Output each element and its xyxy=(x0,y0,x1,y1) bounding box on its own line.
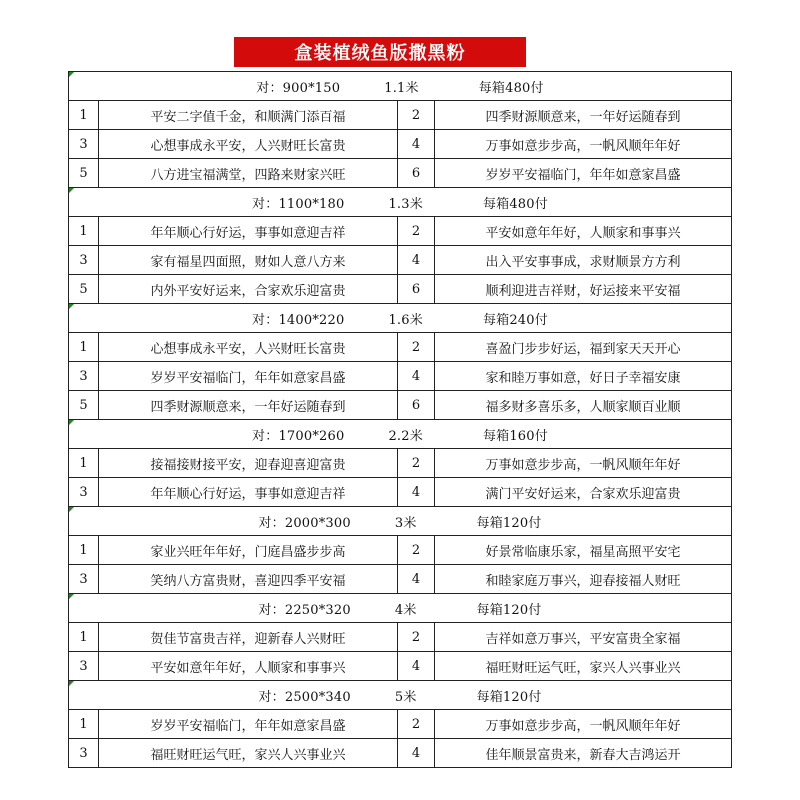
section-header-row xyxy=(69,681,732,710)
section-size: 对：1100*180 xyxy=(252,196,345,212)
couplet-text-right: 万事如意步步高，一帆风顺年年好 xyxy=(435,130,732,159)
section-header-row xyxy=(69,72,732,101)
section-header xyxy=(69,594,732,623)
table-row xyxy=(69,565,732,594)
item-number-right: 2 xyxy=(398,449,435,478)
table-row xyxy=(69,623,732,652)
couplet-text-right: 福多财多喜乐多，人顺家顺百业顺 xyxy=(435,391,732,420)
section-size: 对：900*150 xyxy=(256,80,341,96)
section-size: 对：2500*340 xyxy=(258,689,351,705)
section-length: 5米 xyxy=(394,689,417,705)
couplet-text-left: 家有福星四面照，财如人意八方来 xyxy=(99,246,398,275)
couplet-text-right: 满门平安好运来，合家欢乐迎富贵 xyxy=(435,478,732,507)
item-number-right: 4 xyxy=(398,565,435,594)
cell-marker-icon xyxy=(69,420,74,425)
couplet-text-left: 贺佳节富贵吉祥，迎新春人兴财旺 xyxy=(99,623,398,652)
item-number-right: 4 xyxy=(398,130,435,159)
item-number-right: 6 xyxy=(398,391,435,420)
item-number-left: 5 xyxy=(69,391,99,420)
item-number-right: 4 xyxy=(398,362,435,391)
item-number-right: 2 xyxy=(398,536,435,565)
item-number-left: 3 xyxy=(69,130,99,159)
item-number-right: 6 xyxy=(398,159,435,188)
item-number-right: 4 xyxy=(398,652,435,681)
couplet-text-right: 万事如意步步高，一帆风顺年年好 xyxy=(435,710,732,739)
item-number-left: 3 xyxy=(69,478,99,507)
section-header xyxy=(69,507,732,536)
couplet-text-right: 岁岁平安福临门，年年如意家昌盛 xyxy=(435,159,732,188)
couplet-text-left: 年年顺心行好运，事事如意迎吉祥 xyxy=(99,217,398,246)
item-number-left: 1 xyxy=(69,623,99,652)
cell-marker-icon xyxy=(69,681,74,686)
couplet-text-right: 好景常临康乐家，福星高照平安宅 xyxy=(435,536,732,565)
couplet-text-left: 年年顺心行好运，事事如意迎吉祥 xyxy=(99,478,398,507)
item-number-left: 1 xyxy=(69,449,99,478)
table-row xyxy=(69,478,732,507)
couplet-catalog-table xyxy=(68,71,732,768)
couplet-text-left: 家业兴旺年年好，门庭昌盛步步高 xyxy=(99,536,398,565)
section-length: 1.6米 xyxy=(388,312,423,328)
couplet-text-right: 平安如意年年好，人顺家和事事兴 xyxy=(435,217,732,246)
table-row xyxy=(69,275,732,304)
table-row xyxy=(69,536,732,565)
item-number-left: 1 xyxy=(69,536,99,565)
section-box-qty: 每箱480付 xyxy=(482,196,548,212)
section-header-row xyxy=(69,594,732,623)
cell-marker-icon xyxy=(69,507,74,512)
section-header xyxy=(69,188,732,217)
couplet-text-right: 福旺财旺运气旺，家兴人兴事业兴 xyxy=(435,652,732,681)
catalog-body xyxy=(69,72,732,768)
section-header-row xyxy=(69,507,732,536)
section-size: 对：1700*260 xyxy=(252,428,345,444)
table-row xyxy=(69,101,732,130)
item-number-right: 2 xyxy=(398,101,435,130)
couplet-text-left: 心想事成永平安，人兴财旺长富贵 xyxy=(99,130,398,159)
item-number-left: 1 xyxy=(69,710,99,739)
item-number-right: 2 xyxy=(398,333,435,362)
section-length: 2.2米 xyxy=(388,428,423,444)
item-number-right: 6 xyxy=(398,275,435,304)
cell-marker-icon xyxy=(69,304,74,309)
section-box-qty: 每箱160付 xyxy=(482,428,548,444)
item-number-right: 4 xyxy=(398,478,435,507)
couplet-text-right: 出入平安事事成，求财顺景方方利 xyxy=(435,246,732,275)
section-header-row xyxy=(69,420,732,449)
table-row xyxy=(69,333,732,362)
couplet-text-right: 喜盈门步步好运，福到家天天开心 xyxy=(435,333,732,362)
section-length: 1.1米 xyxy=(384,80,419,96)
table-row xyxy=(69,159,732,188)
table-row xyxy=(69,739,732,768)
table-row xyxy=(69,710,732,739)
section-header xyxy=(69,72,732,101)
item-number-left: 5 xyxy=(69,275,99,304)
section-box-qty: 每箱120付 xyxy=(476,602,542,618)
section-size: 对：1400*220 xyxy=(252,312,345,328)
cell-marker-icon xyxy=(69,594,74,599)
section-length: 4米 xyxy=(394,602,417,618)
section-length: 3米 xyxy=(394,515,417,531)
cell-marker-icon xyxy=(69,72,74,77)
couplet-text-right: 家和睦万事如意，好日子幸福安康 xyxy=(435,362,732,391)
item-number-left: 5 xyxy=(69,159,99,188)
table-row xyxy=(69,449,732,478)
table-row xyxy=(69,362,732,391)
item-number-right: 2 xyxy=(398,710,435,739)
table-row xyxy=(69,217,732,246)
couplet-text-left: 平安如意年年好，人顺家和事事兴 xyxy=(99,652,398,681)
catalog-title: 盒装植绒鱼版撒黑粉 xyxy=(234,37,526,67)
couplet-text-right: 顺利迎进吉祥财，好运接来平安福 xyxy=(435,275,732,304)
couplet-text-left: 福旺财旺运气旺，家兴人兴事业兴 xyxy=(99,739,398,768)
section-header xyxy=(69,420,732,449)
section-header-row xyxy=(69,304,732,333)
item-number-left: 1 xyxy=(69,217,99,246)
couplet-text-right: 四季财源顺意来，一年好运随春到 xyxy=(435,101,732,130)
item-number-left: 3 xyxy=(69,565,99,594)
table-row xyxy=(69,652,732,681)
section-box-qty: 每箱120付 xyxy=(476,515,542,531)
cell-marker-icon xyxy=(69,188,74,193)
section-header-row xyxy=(69,188,732,217)
couplet-text-left: 内外平安好运来，合家欢乐迎富贵 xyxy=(99,275,398,304)
item-number-left: 3 xyxy=(69,362,99,391)
couplet-text-right: 吉祥如意万事兴，平安富贵全家福 xyxy=(435,623,732,652)
section-box-qty: 每箱120付 xyxy=(476,689,542,705)
section-box-qty: 每箱240付 xyxy=(482,312,548,328)
couplet-text-left: 心想事成永平安，人兴财旺长富贵 xyxy=(99,333,398,362)
section-length: 1.3米 xyxy=(388,196,423,212)
item-number-left: 1 xyxy=(69,101,99,130)
table-row xyxy=(69,246,732,275)
section-header xyxy=(69,681,732,710)
item-number-left: 1 xyxy=(69,333,99,362)
section-size: 对：2000*300 xyxy=(258,515,351,531)
couplet-text-left: 四季财源顺意来，一年好运随春到 xyxy=(99,391,398,420)
item-number-left: 3 xyxy=(69,652,99,681)
table-row xyxy=(69,391,732,420)
section-size: 对：2250*320 xyxy=(258,602,351,618)
section-box-qty: 每箱480付 xyxy=(478,80,544,96)
couplet-text-right: 佳年顺景富贵来，新春大吉鸿运开 xyxy=(435,739,732,768)
couplet-text-left: 岁岁平安福临门，年年如意家昌盛 xyxy=(99,362,398,391)
couplet-text-left: 八方进宝福满堂，四路来财家兴旺 xyxy=(99,159,398,188)
table-row xyxy=(69,130,732,159)
item-number-right: 2 xyxy=(398,623,435,652)
couplet-text-left: 笑纳八方富贵财，喜迎四季平安福 xyxy=(99,565,398,594)
item-number-left: 3 xyxy=(69,739,99,768)
couplet-text-left: 接福接财接平安，迎春迎喜迎富贵 xyxy=(99,449,398,478)
item-number-right: 4 xyxy=(398,739,435,768)
couplet-text-left: 平安二字值千金，和顺满门添百福 xyxy=(99,101,398,130)
couplet-text-right: 和睦家庭万事兴，迎春接福人财旺 xyxy=(435,565,732,594)
section-header xyxy=(69,304,732,333)
couplet-text-right: 万事如意步步高，一帆风顺年年好 xyxy=(435,449,732,478)
item-number-right: 2 xyxy=(398,217,435,246)
item-number-left: 3 xyxy=(69,246,99,275)
couplet-text-left: 岁岁平安福临门，年年如意家昌盛 xyxy=(99,710,398,739)
item-number-right: 4 xyxy=(398,246,435,275)
